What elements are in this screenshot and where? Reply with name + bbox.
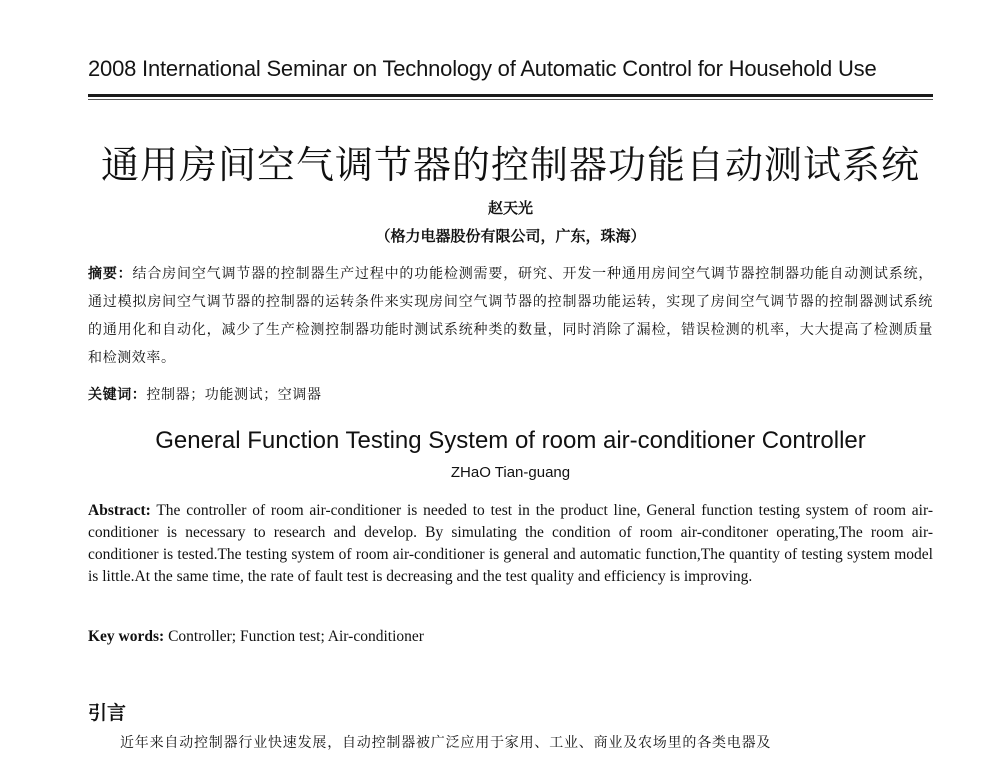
chinese-keywords [88,384,933,404]
chinese-title: 通用房间空气调节器的控制器功能自动测试系统 [100,143,920,187]
chinese-keywords-label: 关键词： [88,387,147,403]
chinese-keywords-text: 控制器；功能测试；空调器 [146,387,322,403]
english-keywords [88,628,933,646]
english-keywords-text: Controller; Function test; Air-conditioner [168,628,424,645]
english-abstract-text: The controller of room air-conditioner is needed to test in the product line, General function testing system of room air-conditioner is necessary to research and develop. By simulating the condition of room air-conditoner operating,The room air-conditioner is tested.The testing system of room air-conditioner is general and automatic function,The quantity of testing system model is little.At the same time, the rate of fault test is decreasing and the test quality and efficiency is improving. [88,502,933,585]
english-abstract [88,500,933,588]
english-title: General Function Testing System of room air-conditioner Controller [155,427,866,454]
chinese-abstract-text: 结合房间空气调节器的控制器生产过程中的功能检测需要，研究、开发一种通用房间空气调节器控制器功能自动测试系统，通过模拟房间空气调节器的控制器的运转条件来实现房间空气调节器的控制器功能运转，实现了房间空气调节器的控制器测试系统的通用化和自动化，减少了生产检测控制器功能时测试系统种类的数量，同时消除了漏检，错误检测的机率，大大提高了检测质量和检测效率。 [88,266,933,366]
intro-first-line: 近年来自动控制器行业快速发展，自动控制器被广泛应用于家用、工业、商业及农场里的各类电器及 [120,735,772,751]
english-keywords-label: Key words: [88,628,165,645]
chinese-abstract-label: 摘要： [88,266,133,282]
english-author: ZHaO Tian-guang [450,464,571,481]
chinese-affiliation: （格力电器股份有限公司，广东，珠海） [375,227,646,245]
conference-header: 2008 International Seminar on Technology of Automatic Control for Household Use [88,56,877,81]
chinese-abstract [88,260,933,372]
english-abstract-label: Abstract: [88,502,151,519]
intro-heading: 引言 [88,702,127,724]
header-rule-thick [88,94,933,97]
chinese-author: 赵天光 [487,199,533,217]
header-rule-thin [88,99,933,100]
